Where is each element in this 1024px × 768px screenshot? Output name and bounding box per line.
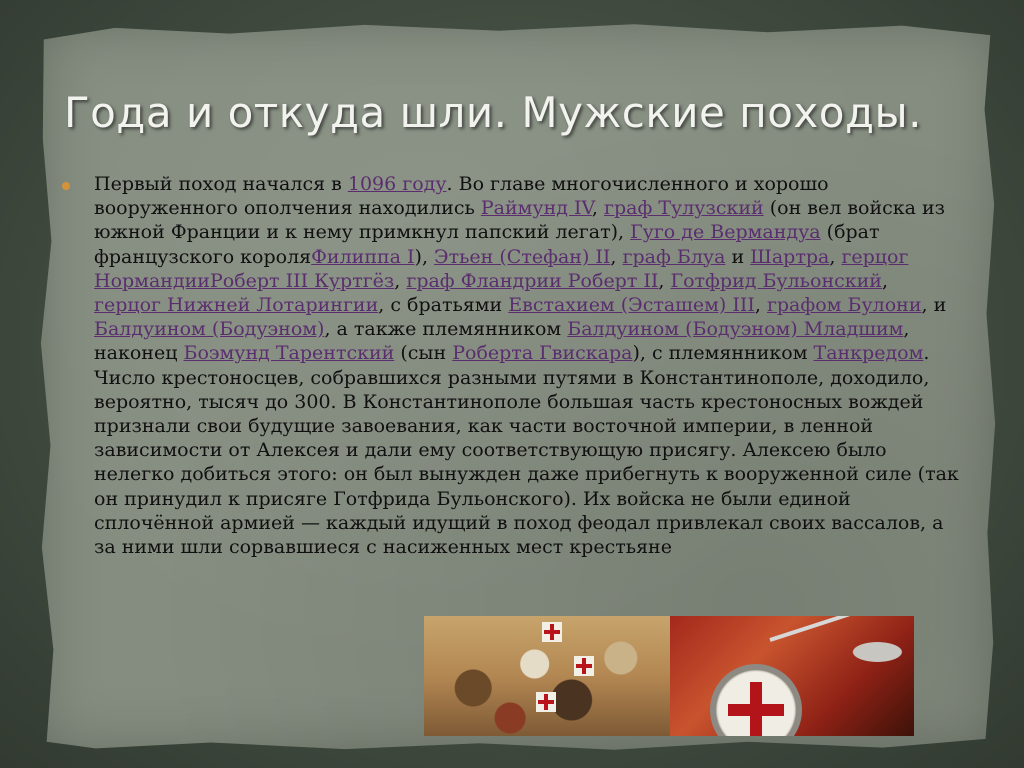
paragraph-text: . Во главе многочисленного и хорошо вооруженного ополчения находились bbox=[94, 173, 829, 220]
inline-link[interactable]: Балдуином (Бодуэном) Младшим bbox=[567, 318, 904, 341]
paragraph-text: , с братьями bbox=[378, 294, 509, 317]
paragraph-text: , bbox=[881, 269, 889, 292]
paragraph-text: , а также племянником bbox=[324, 318, 568, 341]
cross-flag-icon bbox=[574, 656, 594, 676]
cross-shield-icon bbox=[710, 664, 802, 736]
cross-flag-icon bbox=[536, 692, 556, 712]
paragraph-text: , bbox=[610, 245, 623, 268]
inline-link[interactable]: герцог Нижней Лотарингии bbox=[94, 294, 379, 317]
paragraph-text: , bbox=[394, 269, 407, 292]
paragraph-text: , наконец bbox=[94, 318, 910, 365]
inline-link[interactable]: Филиппа I bbox=[311, 245, 415, 268]
inline-link[interactable]: граф Блуа bbox=[622, 245, 726, 268]
paragraph-text: (сын bbox=[394, 342, 453, 365]
paragraph-text: (брат французского короля bbox=[94, 221, 880, 268]
paragraph-text: (он вел войска из южной Франции и к нему примкнул папский легат), bbox=[94, 197, 946, 244]
inline-link[interactable]: графом Булони bbox=[766, 294, 922, 317]
inline-link[interactable]: граф Фландрии Роберт II bbox=[406, 269, 659, 292]
cross-flag-icon bbox=[542, 622, 562, 642]
inline-link[interactable]: Шартра bbox=[750, 245, 830, 268]
paragraph-text: и bbox=[725, 245, 751, 268]
paragraph-text: , bbox=[754, 294, 767, 317]
inline-link[interactable]: Гуго де Вермандуа bbox=[630, 221, 821, 244]
bullet-icon bbox=[62, 182, 70, 190]
paragraph-text: Первый поход начался в bbox=[94, 173, 348, 195]
paragraph-text: ), с племянником bbox=[632, 342, 814, 365]
inline-link[interactable]: 1096 году bbox=[347, 173, 447, 195]
crusaders-battle-image bbox=[424, 616, 670, 736]
sword-icon bbox=[769, 616, 914, 642]
inline-link[interactable]: Балдуином (Бодуэном) bbox=[94, 318, 325, 341]
paragraph-text: , bbox=[658, 269, 671, 292]
paragraph-text: ), bbox=[414, 245, 435, 268]
templar-knight-image bbox=[670, 616, 914, 736]
inline-link[interactable]: герцог Нормандии bbox=[94, 245, 909, 292]
paragraph-text: , и bbox=[921, 294, 947, 317]
inline-link[interactable]: Боэмунд Тарентский bbox=[183, 342, 395, 365]
inline-link[interactable]: Роберта Гвискара bbox=[452, 342, 633, 365]
slide-title: Года и откуда шли. Мужские походы. bbox=[64, 88, 923, 137]
image-row bbox=[424, 616, 914, 736]
paragraph-text: , bbox=[591, 197, 605, 220]
paragraph-text: , bbox=[829, 245, 842, 268]
body-paragraph bbox=[94, 172, 960, 559]
inline-link[interactable]: граф Тулузский bbox=[604, 197, 764, 220]
inline-link[interactable]: Раймунд IV bbox=[480, 197, 592, 220]
inline-link[interactable]: Евстахием (Эсташем) III bbox=[508, 294, 755, 317]
inline-link[interactable]: Готфрид Бульонский bbox=[670, 269, 882, 292]
paragraph-text: . Число крестоносцев, собравшихся разными путями в Константинополе, доходило, вероятно, тысяч до 300. В Константинополе большая часть крестоносных вождей признали свои будущие завоевания, как части восточной империи, в ленной зависимости от Алексея и дали ему соответствующую присягу. Алексею было нелегко добиться этого: он был вынужден даже прибегнуть к вооруженной силе (так он принудил к присяге Готфрида Бульонского). Их войска не были единой сплочённой армией — каждый идущий в поход феодал привлекал своих вассалов, а за ними шли сорвавшиеся с насиженных мест крестьяне bbox=[94, 342, 959, 559]
inline-link[interactable]: Роберт III Куртгёз bbox=[209, 269, 395, 292]
inline-link[interactable]: Танкредом bbox=[813, 342, 924, 365]
inline-link[interactable]: Этьен (Стефан) II bbox=[434, 245, 611, 268]
